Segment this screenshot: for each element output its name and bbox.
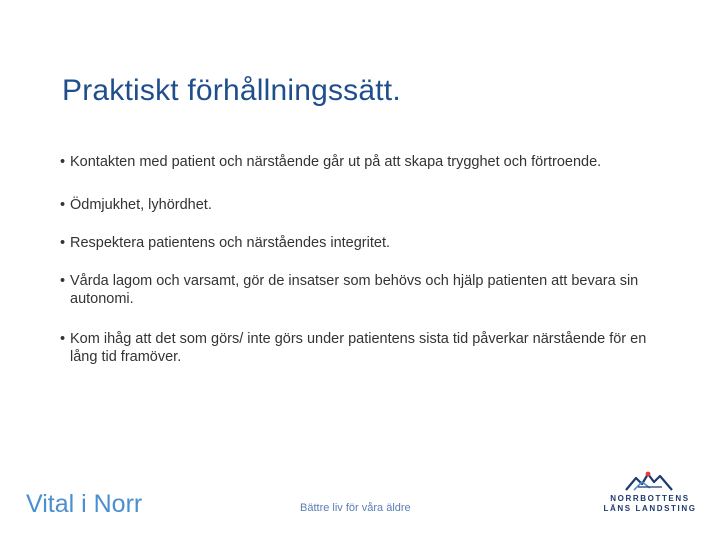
slide-title: Praktiskt förhållningssätt. [62, 74, 401, 107]
footer-tagline: Bättre liv för våra äldre [300, 502, 411, 514]
bullet-item: • Kontakten med patient och närstående går ut på att skapa trygghet och förtroende. [58, 153, 690, 171]
bullet-item: • Vårda lagom och varsamt, gör de insatser som behövs och hjälp patienten att bevara sin autonomi. [58, 272, 670, 308]
bullet-item: • Kom ihåg att det som görs/ inte görs under patientens sista tid påverkar närstående för en lång tid framöver. [58, 330, 670, 366]
norrbottens-logo [598, 470, 698, 520]
bullet-item: • Respektera patientens och närståendes integritet. [58, 234, 690, 252]
logo-text-line1: NORRBOTTENS [610, 494, 690, 503]
bullet-item: • Ödmjukhet, lyhördhet. [58, 196, 690, 214]
mountain-logo-icon [624, 470, 674, 492]
logo-text-line2: LÄNS LANDSTING [603, 504, 697, 513]
footer-brand: Vital i Norr [26, 490, 143, 518]
